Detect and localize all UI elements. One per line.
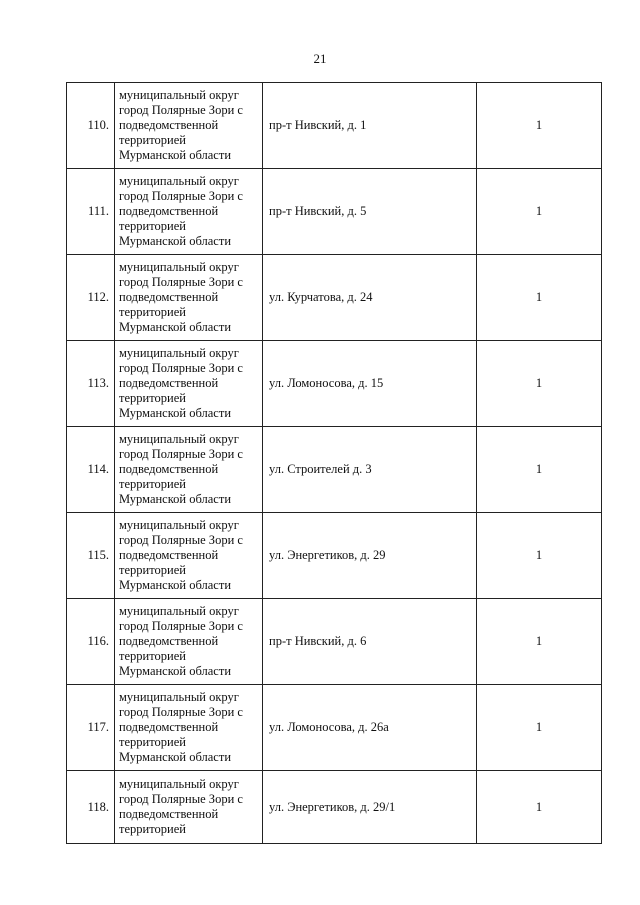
district-cell [115, 255, 263, 341]
district-line: Мурманской области [119, 664, 232, 678]
district-line: муниципальный округ [119, 432, 239, 446]
district-line: подведомственной [119, 634, 219, 648]
district-line: муниципальный округ [119, 604, 239, 618]
district-cell [115, 599, 263, 685]
district-line: город Полярные Зори с [119, 533, 243, 547]
count-cell: 1 [477, 685, 602, 771]
district-line: территорией [119, 649, 186, 663]
district-cell [115, 685, 263, 771]
district-line: территорией [119, 133, 186, 147]
row-number: 112. [67, 255, 115, 341]
address-cell: ул. Энергетиков, д. 29/1 [263, 771, 477, 844]
address-cell: ул. Курчатова, д. 24 [263, 255, 477, 341]
district-line: подведомственной [119, 290, 219, 304]
district-line: город Полярные Зори с [119, 361, 243, 375]
table-row [67, 771, 602, 844]
district-cell [115, 341, 263, 427]
district-line: территорией [119, 563, 186, 577]
page-number: 21 [313, 51, 327, 66]
address-cell: пр-т Нивский, д. 6 [263, 599, 477, 685]
district-line: подведомственной [119, 118, 219, 132]
address-cell: пр-т Нивский, д. 1 [263, 83, 477, 169]
address-cell: ул. Строителей д. 3 [263, 427, 477, 513]
district-cell [115, 771, 263, 844]
district-line: Мурманской области [119, 320, 232, 334]
district-line: территорией [119, 391, 186, 405]
district-line: подведомственной [119, 548, 219, 562]
table-row [67, 255, 602, 341]
row-number: 113. [67, 341, 115, 427]
district-line: муниципальный округ [119, 174, 239, 188]
district-line: муниципальный округ [119, 690, 239, 704]
count-cell: 1 [477, 513, 602, 599]
row-number: 111. [67, 169, 115, 255]
count-cell: 1 [477, 427, 602, 513]
address-table [66, 82, 602, 844]
district-cell [115, 513, 263, 599]
count-cell: 1 [477, 341, 602, 427]
count-cell: 1 [477, 599, 602, 685]
district-line: Мурманской области [119, 234, 232, 248]
district-line: территорией [119, 219, 186, 233]
district-line: муниципальный округ [119, 346, 239, 360]
district-line: Мурманской области [119, 750, 232, 764]
district-line: муниципальный округ [119, 260, 239, 274]
district-line: Мурманской области [119, 492, 232, 506]
district-line: подведомственной [119, 720, 219, 734]
count-cell: 1 [477, 771, 602, 844]
table-row [67, 169, 602, 255]
table-row [67, 513, 602, 599]
district-line: муниципальный округ [119, 88, 239, 102]
row-number: 110. [67, 83, 115, 169]
row-number: 118. [67, 771, 115, 844]
district-line: муниципальный округ [119, 518, 239, 532]
address-cell: ул. Энергетиков, д. 29 [263, 513, 477, 599]
district-cell [115, 169, 263, 255]
table-row [67, 685, 602, 771]
table-row [67, 599, 602, 685]
district-line: город Полярные Зори с [119, 619, 243, 633]
district-line: подведомственной [119, 807, 219, 821]
table-row [67, 341, 602, 427]
district-line: Мурманской области [119, 406, 232, 420]
district-line: подведомственной [119, 462, 219, 476]
district-line: город Полярные Зори с [119, 705, 243, 719]
district-line: город Полярные Зори с [119, 447, 243, 461]
district-line: территорией [119, 822, 186, 836]
row-number: 114. [67, 427, 115, 513]
district-line: муниципальный округ [119, 777, 239, 791]
row-number: 115. [67, 513, 115, 599]
district-line: город Полярные Зори с [119, 275, 243, 289]
district-cell [115, 83, 263, 169]
address-cell: ул. Ломоносова, д. 15 [263, 341, 477, 427]
district-line: Мурманской области [119, 148, 232, 162]
district-line: Мурманской области [119, 578, 232, 592]
row-number: 116. [67, 599, 115, 685]
table-row [67, 83, 602, 169]
district-line: подведомственной [119, 204, 219, 218]
count-cell: 1 [477, 169, 602, 255]
district-line: город Полярные Зори с [119, 189, 243, 203]
district-line: город Полярные Зори с [119, 103, 243, 117]
district-line: территорией [119, 305, 186, 319]
district-line: территорией [119, 735, 186, 749]
row-number: 117. [67, 685, 115, 771]
table-row [67, 427, 602, 513]
district-line: город Полярные Зори с [119, 792, 243, 806]
district-line: подведомственной [119, 376, 219, 390]
address-cell: ул. Ломоносова, д. 26а [263, 685, 477, 771]
count-cell: 1 [477, 83, 602, 169]
count-cell: 1 [477, 255, 602, 341]
district-line: территорией [119, 477, 186, 491]
address-cell: пр-т Нивский, д. 5 [263, 169, 477, 255]
district-cell [115, 427, 263, 513]
